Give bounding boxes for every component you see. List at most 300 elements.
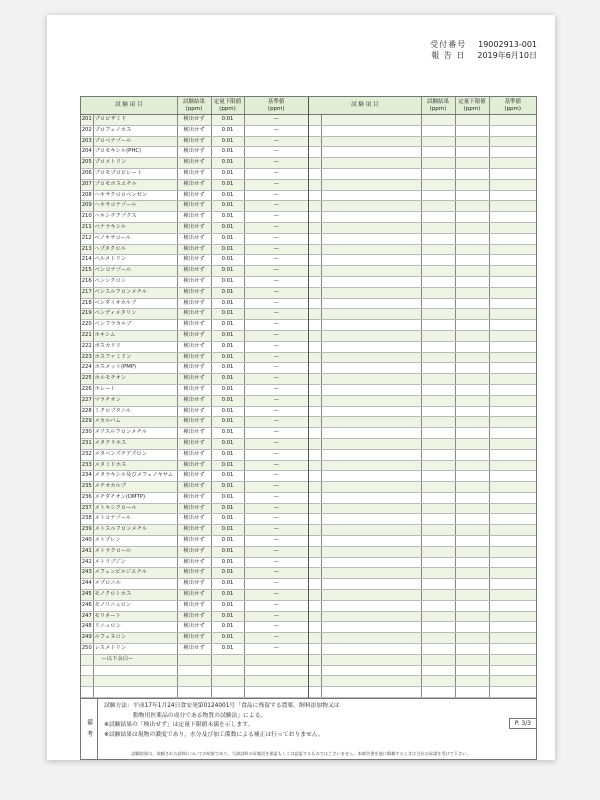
col-result-header-right: 試験結果 (ppm) xyxy=(421,97,455,115)
empty-cell xyxy=(321,190,421,201)
empty-cell xyxy=(309,600,321,611)
row-item-name: ブロモホスエチル xyxy=(93,179,177,190)
empty-cell xyxy=(321,503,421,514)
empty-cell xyxy=(309,665,321,676)
empty-cell xyxy=(489,384,536,395)
row-limit: 0.01 xyxy=(211,158,244,169)
row-number xyxy=(81,654,93,665)
row-item-name: メタクリホス xyxy=(93,438,177,449)
empty-cell xyxy=(309,125,321,136)
row-standard: — xyxy=(244,417,308,428)
row-result: 検出せず xyxy=(177,482,211,493)
empty-cell xyxy=(321,428,421,439)
empty-cell xyxy=(309,233,321,244)
empty-cell xyxy=(455,438,489,449)
empty-cell xyxy=(321,579,421,590)
row-number: 218 xyxy=(81,298,93,309)
empty-cell xyxy=(421,352,455,363)
empty-cell xyxy=(211,654,244,665)
row-standard: — xyxy=(244,622,308,633)
row-standard: — xyxy=(244,525,308,536)
empty-cell xyxy=(489,147,536,158)
empty-cell xyxy=(177,665,211,676)
row-item-name: ヘプタクロル xyxy=(93,244,177,255)
empty-cell xyxy=(309,384,321,395)
row-limit: 0.01 xyxy=(211,600,244,611)
empty-cell xyxy=(244,687,308,698)
table-row xyxy=(81,492,308,503)
row-standard: — xyxy=(244,233,308,244)
row-limit: 0.01 xyxy=(211,611,244,622)
empty-cell xyxy=(321,158,421,169)
empty-cell xyxy=(321,590,421,601)
empty-cell xyxy=(489,417,536,428)
row-number: 227 xyxy=(81,395,93,406)
row-item-name: リニュロン xyxy=(93,622,177,633)
row-standard: — xyxy=(244,158,308,169)
table-row xyxy=(309,190,536,201)
empty-cell xyxy=(309,406,321,417)
row-result: 検出せず xyxy=(177,190,211,201)
empty-cell xyxy=(455,212,489,223)
page-number: P. 3/3 xyxy=(509,718,537,729)
table-row xyxy=(309,168,536,179)
empty-cell xyxy=(489,320,536,331)
empty-cell xyxy=(309,309,321,320)
empty-cell xyxy=(455,600,489,611)
row-result: 検出せず xyxy=(177,406,211,417)
table-row xyxy=(309,158,536,169)
table-row xyxy=(81,341,308,352)
table-row xyxy=(81,168,308,179)
empty-cell xyxy=(309,579,321,590)
table-row xyxy=(309,611,536,622)
row-standard: — xyxy=(244,352,308,363)
receipt-number: 19002913-001 xyxy=(478,40,537,49)
table-row xyxy=(309,449,536,460)
empty-cell xyxy=(309,147,321,158)
row-number: 208 xyxy=(81,190,93,201)
empty-cell xyxy=(489,201,536,212)
row-standard: — xyxy=(244,546,308,557)
row-number: 243 xyxy=(81,568,93,579)
table-row xyxy=(309,503,536,514)
empty-cell xyxy=(421,298,455,309)
empty-cell xyxy=(421,320,455,331)
empty-cell xyxy=(421,363,455,374)
row-standard: — xyxy=(244,482,308,493)
empty-cell xyxy=(421,125,455,136)
row-limit: 0.01 xyxy=(211,503,244,514)
col-limit-header-right: 定量下限値 (ppm) xyxy=(455,97,489,115)
row-number: 241 xyxy=(81,546,93,557)
table-row xyxy=(309,341,536,352)
row-result: 検出せず xyxy=(177,212,211,223)
table-row xyxy=(309,115,536,126)
row-standard: — xyxy=(244,276,308,287)
empty-cell xyxy=(489,654,536,665)
row-result: 検出せず xyxy=(177,352,211,363)
table-row xyxy=(81,665,308,676)
empty-cell xyxy=(244,676,308,687)
empty-cell xyxy=(309,622,321,633)
table-row xyxy=(81,514,308,525)
row-number: 223 xyxy=(81,352,93,363)
empty-cell xyxy=(321,557,421,568)
remarks-line: 動物用医薬品の成分である物質の試験法」による。 xyxy=(104,712,267,719)
table-row xyxy=(309,536,536,547)
empty-cell xyxy=(321,287,421,298)
empty-cell xyxy=(321,298,421,309)
table-row xyxy=(309,276,536,287)
empty-cell xyxy=(489,352,536,363)
row-limit: 0.01 xyxy=(211,568,244,579)
row-limit: 0.01 xyxy=(211,244,244,255)
empty-cell xyxy=(489,622,536,633)
empty-cell xyxy=(321,374,421,385)
table-row xyxy=(309,590,536,601)
row-limit: 0.01 xyxy=(211,190,244,201)
empty-cell xyxy=(421,276,455,287)
empty-cell xyxy=(81,676,93,687)
empty-cell xyxy=(244,665,308,676)
row-standard: — xyxy=(244,212,308,223)
row-number: 230 xyxy=(81,428,93,439)
row-result: 検出せず xyxy=(177,244,211,255)
row-limit: 0.01 xyxy=(211,233,244,244)
empty-cell xyxy=(321,201,421,212)
row-standard: — xyxy=(244,309,308,320)
empty-cell xyxy=(309,330,321,341)
row-item-name: モノリニュロン xyxy=(93,600,177,611)
empty-cell xyxy=(321,255,421,266)
empty-cell xyxy=(321,125,421,136)
row-standard: — xyxy=(244,644,308,655)
empty-cell xyxy=(489,633,536,644)
empty-cell xyxy=(455,406,489,417)
table-row xyxy=(81,320,308,331)
empty-cell xyxy=(321,676,421,687)
empty-cell xyxy=(309,222,321,233)
row-result: 検出せず xyxy=(177,438,211,449)
row-result: 検出せず xyxy=(177,233,211,244)
empty-cell xyxy=(421,644,455,655)
empty-cell xyxy=(489,536,536,547)
row-result: 検出せず xyxy=(177,374,211,385)
row-standard: — xyxy=(244,590,308,601)
row-result: 検出せず xyxy=(177,622,211,633)
row-number: 240 xyxy=(81,536,93,547)
empty-cell xyxy=(309,525,321,536)
row-result: 検出せず xyxy=(177,492,211,503)
table-row xyxy=(309,222,536,233)
empty-cell xyxy=(321,449,421,460)
empty-cell xyxy=(321,514,421,525)
table-row xyxy=(309,244,536,255)
empty-cell xyxy=(455,590,489,601)
row-number: 222 xyxy=(81,341,93,352)
row-number: 202 xyxy=(81,125,93,136)
results-table xyxy=(80,96,537,760)
table-row xyxy=(81,287,308,298)
row-item-name: メトリブジン xyxy=(93,557,177,568)
empty-cell xyxy=(309,687,321,698)
empty-cell xyxy=(321,330,421,341)
table-row xyxy=(81,654,308,665)
table-row xyxy=(81,482,308,493)
row-item-name: メタラキシル及びメフェノキサム xyxy=(93,471,177,482)
empty-cell xyxy=(455,201,489,212)
empty-cell xyxy=(489,482,536,493)
table-row xyxy=(81,611,308,622)
empty-cell xyxy=(421,633,455,644)
empty-cell xyxy=(321,687,421,698)
row-standard: — xyxy=(244,341,308,352)
row-number: 211 xyxy=(81,222,93,233)
empty-cell xyxy=(455,168,489,179)
empty-cell xyxy=(321,536,421,547)
row-limit: 0.01 xyxy=(211,622,244,633)
empty-cell xyxy=(455,557,489,568)
empty-cell xyxy=(309,428,321,439)
table-row xyxy=(81,125,308,136)
table-row xyxy=(81,557,308,568)
empty-cell xyxy=(309,190,321,201)
empty-cell xyxy=(455,222,489,233)
col-item-header-right: 試 験 項 目 xyxy=(309,97,421,115)
empty-cell xyxy=(489,309,536,320)
empty-cell xyxy=(489,492,536,503)
empty-cell xyxy=(309,460,321,471)
empty-cell xyxy=(321,633,421,644)
empty-cell xyxy=(421,438,455,449)
table-row xyxy=(81,644,308,655)
row-number: 236 xyxy=(81,492,93,503)
empty-cell xyxy=(455,320,489,331)
empty-cell xyxy=(455,158,489,169)
row-standard: — xyxy=(244,568,308,579)
empty-cell xyxy=(177,676,211,687)
row-limit: 0.01 xyxy=(211,212,244,223)
table-row xyxy=(81,233,308,244)
row-item-name: メトプレン xyxy=(93,536,177,547)
table-row xyxy=(81,687,308,698)
empty-cell xyxy=(455,492,489,503)
empty-cell xyxy=(421,492,455,503)
empty-cell xyxy=(455,395,489,406)
table-row xyxy=(309,546,536,557)
row-limit: 0.01 xyxy=(211,330,244,341)
row-item-name: メフェンピルジエチル xyxy=(93,568,177,579)
row-item-name: レスメトリン xyxy=(93,644,177,655)
row-number: 210 xyxy=(81,212,93,223)
row-item-name: モリネート xyxy=(93,611,177,622)
empty-cell xyxy=(321,147,421,158)
left-table xyxy=(81,97,309,698)
table-row xyxy=(309,687,536,698)
row-limit: 0.01 xyxy=(211,460,244,471)
empty-cell xyxy=(321,233,421,244)
table-row xyxy=(309,557,536,568)
empty-cell xyxy=(321,244,421,255)
empty-cell xyxy=(489,503,536,514)
table-row xyxy=(81,244,308,255)
row-number: 247 xyxy=(81,611,93,622)
empty-cell xyxy=(309,168,321,179)
empty-cell xyxy=(421,168,455,179)
empty-cell xyxy=(309,374,321,385)
receipt-label: 受付番号 xyxy=(430,40,467,49)
row-standard: — xyxy=(244,460,308,471)
row-result: 検出せず xyxy=(177,384,211,395)
row-limit: 0.01 xyxy=(211,644,244,655)
empty-cell xyxy=(489,438,536,449)
row-standard: — xyxy=(244,557,308,568)
row-result: 検出せず xyxy=(177,320,211,331)
table-row xyxy=(81,546,308,557)
row-item-name: ペンディメタリン xyxy=(93,309,177,320)
row-number: 225 xyxy=(81,374,93,385)
row-result: 検出せず xyxy=(177,125,211,136)
table-row xyxy=(309,514,536,525)
empty-cell xyxy=(489,341,536,352)
empty-cell xyxy=(455,341,489,352)
empty-cell xyxy=(321,460,421,471)
row-limit: 0.01 xyxy=(211,363,244,374)
empty-cell xyxy=(81,687,93,698)
empty-cell xyxy=(321,546,421,557)
table-row xyxy=(81,374,308,385)
empty-cell xyxy=(421,654,455,665)
row-item-name: ミクロブタニル xyxy=(93,406,177,417)
row-number: 216 xyxy=(81,276,93,287)
empty-cell xyxy=(455,536,489,547)
row-number: 244 xyxy=(81,579,93,590)
row-item-name: メタミドホス xyxy=(93,460,177,471)
row-item-name: ベンスルフロンメチル xyxy=(93,287,177,298)
table-row xyxy=(309,525,536,536)
row-result: 検出せず xyxy=(177,147,211,158)
table-row xyxy=(81,147,308,158)
empty-cell xyxy=(321,168,421,179)
empty-cell xyxy=(321,320,421,331)
row-number: 228 xyxy=(81,406,93,417)
table-row xyxy=(81,428,308,439)
empty-cell xyxy=(455,287,489,298)
row-number: 250 xyxy=(81,644,93,655)
empty-cell xyxy=(321,600,421,611)
report-sheet xyxy=(47,15,555,760)
empty-cell xyxy=(455,546,489,557)
empty-cell xyxy=(421,233,455,244)
table-row xyxy=(81,255,308,266)
empty-cell xyxy=(455,644,489,655)
empty-cell xyxy=(421,579,455,590)
row-item-name: ベンフラカルブ xyxy=(93,320,177,331)
row-standard: — xyxy=(244,125,308,136)
row-result: 検出せず xyxy=(177,633,211,644)
empty-cell xyxy=(309,276,321,287)
table-row xyxy=(309,233,536,244)
empty-cell xyxy=(421,341,455,352)
left-table-body xyxy=(81,115,308,698)
empty-cell xyxy=(309,363,321,374)
row-item-name: ホスファミドン xyxy=(93,352,177,363)
empty-cell xyxy=(489,276,536,287)
row-number: 209 xyxy=(81,201,93,212)
table-row xyxy=(81,190,308,201)
row-standard: — xyxy=(244,384,308,395)
empty-cell xyxy=(321,622,421,633)
empty-cell xyxy=(309,568,321,579)
row-item-name: ペンコナゾール xyxy=(93,266,177,277)
table-row xyxy=(309,492,536,503)
empty-cell xyxy=(321,276,421,287)
table-row xyxy=(309,600,536,611)
empty-cell xyxy=(421,622,455,633)
empty-cell xyxy=(455,136,489,147)
empty-cell xyxy=(309,590,321,601)
row-item-name: プロフェノホス xyxy=(93,125,177,136)
table-row xyxy=(81,676,308,687)
empty-cell xyxy=(321,665,421,676)
empty-cell xyxy=(421,514,455,525)
table-row xyxy=(309,125,536,136)
empty-cell xyxy=(421,687,455,698)
empty-cell xyxy=(309,492,321,503)
row-limit: 0.01 xyxy=(211,579,244,590)
row-standard: — xyxy=(244,438,308,449)
row-number: 201 xyxy=(81,115,93,126)
row-limit: 0.01 xyxy=(211,428,244,439)
empty-cell xyxy=(455,276,489,287)
empty-cell xyxy=(489,363,536,374)
row-item-name: メソスルフロンメチル xyxy=(93,428,177,439)
empty-cell xyxy=(321,384,421,395)
empty-cell xyxy=(309,266,321,277)
row-standard: — xyxy=(244,330,308,341)
empty-cell xyxy=(421,557,455,568)
empty-cell xyxy=(489,525,536,536)
row-number: 224 xyxy=(81,363,93,374)
empty-cell xyxy=(489,395,536,406)
table-row xyxy=(81,136,308,147)
row-standard: — xyxy=(244,633,308,644)
row-result: 検出せず xyxy=(177,525,211,536)
empty-cell xyxy=(455,255,489,266)
table-row xyxy=(309,622,536,633)
row-standard: — xyxy=(244,395,308,406)
row-item-name: メタベンズチアズロン xyxy=(93,449,177,460)
empty-cell xyxy=(489,428,536,439)
row-number: 219 xyxy=(81,309,93,320)
empty-cell xyxy=(489,460,536,471)
row-number: 239 xyxy=(81,525,93,536)
row-limit: 0.01 xyxy=(211,395,244,406)
row-limit: 0.01 xyxy=(211,482,244,493)
row-result: 検出せず xyxy=(177,600,211,611)
empty-cell xyxy=(421,568,455,579)
row-result: 検出せず xyxy=(177,341,211,352)
table-row xyxy=(309,579,536,590)
row-item-name: プロペナゾール xyxy=(93,136,177,147)
empty-cell xyxy=(489,212,536,223)
table-row xyxy=(81,438,308,449)
row-limit: 0.01 xyxy=(211,341,244,352)
row-standard: — xyxy=(244,492,308,503)
table-row xyxy=(309,330,536,341)
row-number: 231 xyxy=(81,438,93,449)
